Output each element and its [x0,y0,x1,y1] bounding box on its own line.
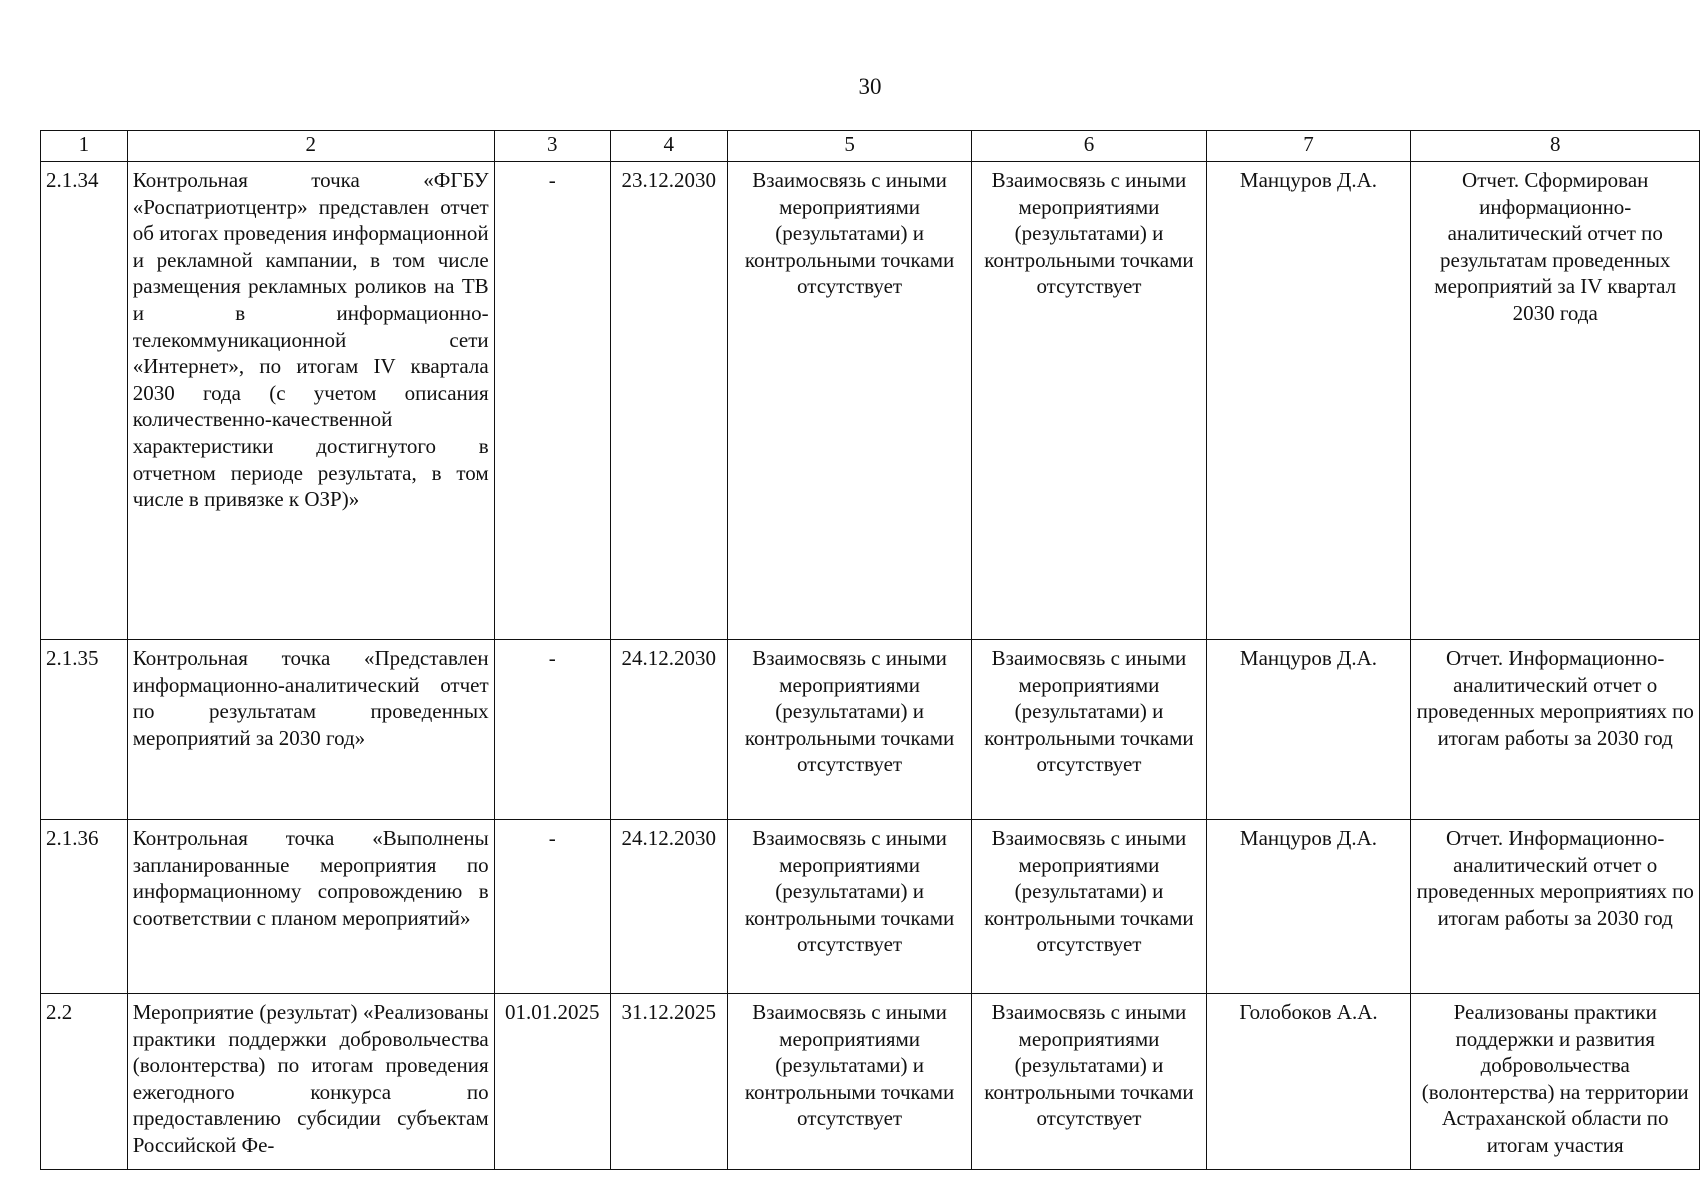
cell-relation-predecessor: Взаимосвязь с иными мероприятиями (результатами) и контрольными точками отсутствует [727,994,972,1170]
cell-responsible: Манцуров Д.А. [1206,640,1411,820]
cell-responsible: Манцуров Д.А. [1206,162,1411,640]
cell-result: Отчет. Сформирован информационно-аналитический отчет по результатам проведенных мероприятий за IV квартал 2030 года [1411,162,1700,640]
cell-description: Контрольная точка «ФГБУ «Роспатриотцентр» представлен отчет об итогах проведения информационной и рекламной кампании, в том числе размещения рекламных роликов на ТВ и в информационно-телекоммуникационной сети «Интернет», по итогам IV квартала 2030 года (с учетом описания количественно-качественной характеристики достигнутого в отчетном периоде результата, в том числе в привязке к ОЗР)» [127,162,494,640]
cell-description: Контрольная точка «Выполнены запланированные мероприятия по информационному сопровождению в соответствии с планом мероприятий» [127,820,494,994]
column-header-2: 2 [127,131,494,162]
column-header-1: 1 [41,131,128,162]
cell-relation-successor: Взаимосвязь с иными мероприятиями (результатами) и контрольными точками отсутствует [972,820,1206,994]
cell-relation-successor: Взаимосвязь с иными мероприятиями (результатами) и контрольными точками отсутствует [972,994,1206,1170]
cell-result: Реализованы практики поддержки и развития добровольчества (волонтерства) на территории Астраханской области по итогам участия [1411,994,1700,1170]
cell-relation-successor: Взаимосвязь с иными мероприятиями (результатами) и контрольными точками отсутствует [972,162,1206,640]
column-header-3: 3 [494,131,610,162]
cell-relation-successor: Взаимосвязь с иными мероприятиями (результатами) и контрольными точками отсутствует [972,640,1206,820]
cell-end-date: 23.12.2030 [610,162,727,640]
cell-end-date: 24.12.2030 [610,820,727,994]
header-row [41,131,1700,162]
column-header-8: 8 [1411,131,1700,162]
cell-start-date: 01.01.2025 [494,994,610,1170]
column-header-4: 4 [610,131,727,162]
table-row [41,820,1700,994]
page-number: 30 [858,74,882,99]
cell-description: Мероприятие (результат) «Реализованы практики поддержки добровольчества (волонтерства) по итогам проведения ежегодного конкурса по предоставлению субсидии субъектам Российской Фе- [127,994,494,1170]
cell-number: 2.1.36 [41,820,128,994]
cell-number: 2.2 [41,994,128,1170]
column-header-6: 6 [972,131,1206,162]
cell-responsible: Голобоков А.А. [1206,994,1411,1170]
cell-start-date: - [494,640,610,820]
plan-table [40,130,1700,1170]
cell-description: Контрольная точка «Представлен информационно-аналитический отчет по результатам проведенных мероприятий за 2030 год» [127,640,494,820]
cell-number: 2.1.34 [41,162,128,640]
column-header-5: 5 [727,131,972,162]
cell-relation-predecessor: Взаимосвязь с иными мероприятиями (результатами) и контрольными точками отсутствует [727,640,972,820]
cell-number: 2.1.35 [41,640,128,820]
cell-start-date: - [494,162,610,640]
cell-responsible: Манцуров Д.А. [1206,820,1411,994]
cell-end-date: 31.12.2025 [610,994,727,1170]
table-row [41,994,1700,1170]
cell-relation-predecessor: Взаимосвязь с иными мероприятиями (результатами) и контрольными точками отсутствует [727,162,972,640]
cell-end-date: 24.12.2030 [610,640,727,820]
column-header-7: 7 [1206,131,1411,162]
cell-result: Отчет. Информационно-аналитический отчет о проведенных мероприятиях по итогам работы за 2030 год [1411,640,1700,820]
cell-relation-predecessor: Взаимосвязь с иными мероприятиями (результатами) и контрольными точками отсутствует [727,820,972,994]
table-row [41,162,1700,640]
cell-start-date: - [494,820,610,994]
table-row [41,640,1700,820]
cell-result: Отчет. Информационно-аналитический отчет о проведенных мероприятиях по итогам работы за 2030 год [1411,820,1700,994]
